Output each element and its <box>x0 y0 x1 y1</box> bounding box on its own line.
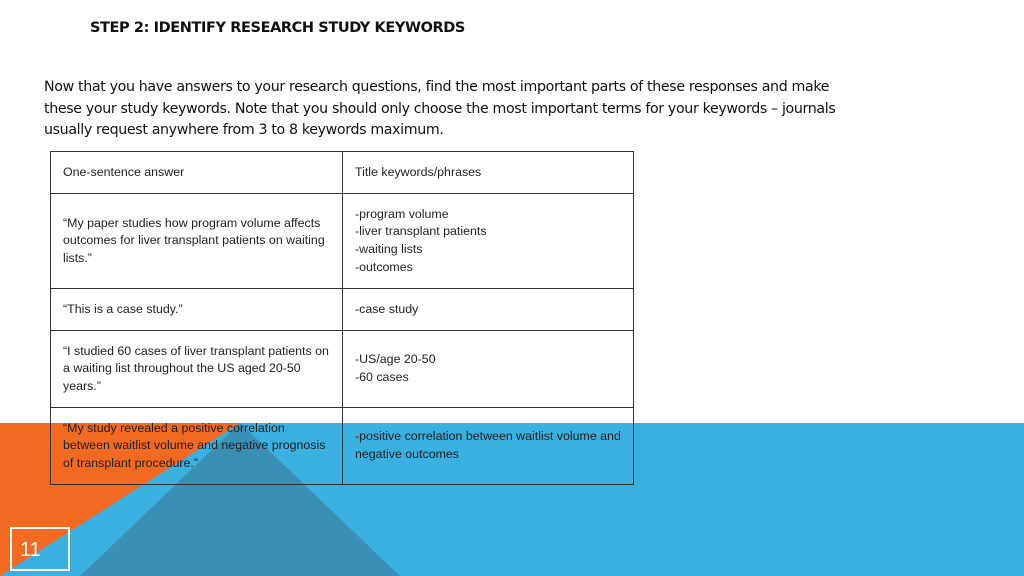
keyword: -waiting lists <box>355 242 423 256</box>
answer-cell: “I studied 60 cases of liver transplant patients on a waiting list throughout the US aged 20-50 years.” <box>51 331 343 408</box>
page-title: STEP 2: IDENTIFY RESEARCH STUDY KEYWORDS <box>90 20 465 36</box>
keywords-table <box>50 151 634 485</box>
answer-cell: “My study revealed a positive correlation between waitlist volume and negative prognosis of transplant procedure.” <box>51 408 343 485</box>
keywords-cell <box>343 408 634 485</box>
keyword: -case study <box>355 301 419 316</box>
keywords-cell <box>343 194 634 289</box>
table-header-row <box>51 152 634 194</box>
intro-paragraph: Now that you have answers to your research questions, find the most important parts of these responses and make these your study keywords. Note that you should only choose the most important terms for your keywords – journals usually request anywhere from 3 to 8 keywords maximum. <box>44 79 836 138</box>
slide-number: 11 <box>10 527 70 571</box>
keyword: -positive correlation between waitlist volume and negative outcomes <box>355 429 621 461</box>
table-row <box>51 408 634 485</box>
answer-cell: “My paper studies how program volume affects outcomes for liver transplant patients on waiting lists.” <box>51 194 343 289</box>
table-row <box>51 289 634 331</box>
answer-cell: “This is a case study.” <box>51 289 343 331</box>
keyword: -US/age 20-50 <box>355 352 436 367</box>
header-answer: One-sentence answer <box>51 152 343 194</box>
keywords-cell <box>343 289 634 331</box>
keyword: -60 cases <box>355 370 409 384</box>
keyword: -liver transplant patients <box>355 224 487 239</box>
keywords-cell <box>343 331 634 408</box>
header-keywords: Title keywords/phrases <box>343 152 634 194</box>
keyword: -program volume <box>355 206 449 221</box>
table-row <box>51 331 634 408</box>
table-row <box>51 194 634 289</box>
keyword: -outcomes <box>355 259 413 274</box>
